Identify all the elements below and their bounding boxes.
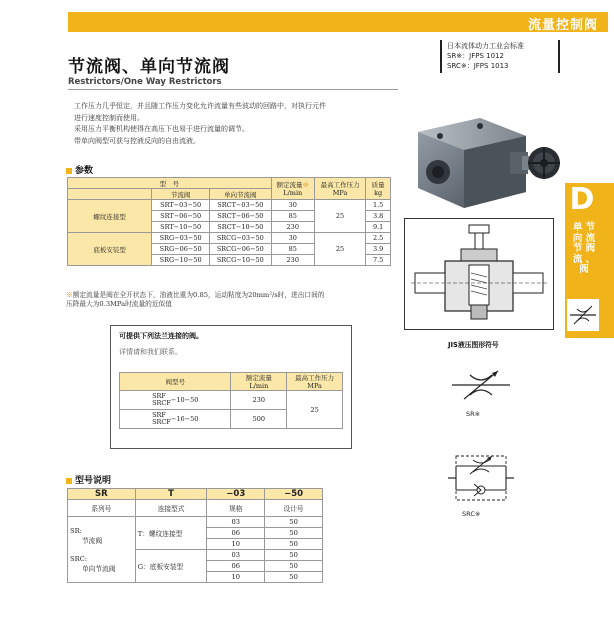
th-model: 型 号	[68, 178, 272, 189]
code-series: SR	[68, 489, 136, 500]
tab-symbol-box	[567, 299, 599, 331]
tab-char: 节	[585, 222, 596, 233]
model-srcf: SRCF	[152, 418, 171, 426]
cell-oneway: SRCG−10−50	[209, 255, 271, 266]
cross-section-frame	[404, 218, 554, 330]
th-flange-pressure-unit: MPa	[307, 382, 322, 390]
cell-flange-model	[120, 410, 231, 429]
category-title: 流量控制阀	[527, 18, 598, 33]
restrictor-symbol	[446, 365, 516, 405]
model-srcf: SRCF	[152, 399, 171, 407]
cell-flange-pressure: 25	[287, 391, 343, 429]
th-flange-pressure-text: 最高工作压力	[295, 374, 335, 382]
design-cell: 50	[265, 561, 323, 572]
note-line-2: 压降最大为0.3MPa时流量的近似值	[66, 300, 172, 308]
conn-threaded: T：螺纹连接型	[135, 517, 207, 550]
cell-mass: 3.8	[366, 211, 391, 222]
th-oneway: 单向节流阀	[209, 189, 271, 200]
cell-flow: 85	[271, 211, 314, 222]
model-code-heading-text: 型号说明	[75, 476, 112, 486]
table-row	[68, 517, 323, 528]
cell-oneway: SRCT−06−50	[209, 211, 271, 222]
th-mass-text: 质量	[371, 181, 385, 189]
th-flange-flow	[231, 373, 287, 391]
cell-throttle: SRG−03−50	[152, 233, 210, 244]
size-cell: 06	[207, 528, 265, 539]
tab-char: 流	[585, 232, 596, 244]
th-flange-pressure	[287, 373, 343, 391]
th-mass	[366, 178, 391, 200]
model-suffix: −10−50	[170, 396, 199, 404]
design-cell: 50	[265, 539, 323, 550]
cell-oneway: SRCT−10−50	[209, 222, 271, 233]
title-divider	[68, 89, 398, 90]
cell-mass: 7.5	[366, 255, 391, 266]
code-connection: T	[135, 489, 207, 500]
cell-oneway: SRCG−06−50	[209, 244, 271, 255]
th-mass-unit: kg	[374, 189, 383, 197]
description-line: 工作压力几乎恒定，并且随工作压力变化允许流量有些波动的回路中，对执行元件	[74, 102, 326, 110]
params-table	[67, 177, 391, 266]
flange-subtitle: 详情请和我们联系。	[119, 348, 182, 356]
code-size: −03	[207, 489, 265, 500]
series-cell	[68, 517, 136, 583]
cell-flow: 230	[271, 222, 314, 233]
table-row	[68, 233, 391, 244]
cell-pressure: 25	[314, 233, 365, 266]
cell-throttle: SRG−06−50	[152, 244, 210, 255]
cell-flange-flow: 230	[231, 391, 287, 410]
params-heading-text: 参数	[75, 166, 94, 176]
label-series: 系列号	[68, 500, 136, 517]
model-code-heading	[66, 473, 111, 486]
model-srf: SRF	[152, 392, 166, 400]
restrictor-mini-icon	[567, 299, 599, 331]
th-pressure	[314, 178, 365, 200]
size-cell: 03	[207, 550, 265, 561]
tab-char: 节	[572, 243, 583, 254]
tab-char: 流	[572, 253, 583, 265]
th-flange-flow-unit: L/min	[249, 382, 269, 390]
cell-flow: 230	[271, 255, 314, 266]
design-cell: 50	[265, 517, 323, 528]
th-flow-unit: L/min	[283, 189, 303, 197]
note-line-1: 额定流量是阀在全开状态下，油液比重为0.85，运动粘度为20mm²/s时，进出口间的	[72, 291, 325, 299]
group-subplate: 底板安装型	[68, 233, 152, 266]
cell-pressure: 25	[314, 200, 365, 233]
model-stack	[152, 412, 171, 426]
flange-box	[110, 325, 352, 449]
flange-table	[119, 372, 343, 429]
bullet-square	[66, 478, 72, 484]
section-tab-text	[569, 223, 599, 276]
tab-char: 阀	[585, 243, 596, 254]
bullet-square	[66, 168, 72, 174]
cell-throttle: SRT−03−50	[152, 200, 210, 211]
table-row	[120, 391, 343, 410]
jis-symbol-label: JIS液压图形符号	[448, 341, 499, 349]
cell-throttle: SRT−10−50	[152, 222, 210, 233]
flange-title: 可提供下列法兰连接的阀。	[119, 332, 203, 340]
design-cell: 50	[265, 550, 323, 561]
params-heading	[66, 163, 93, 176]
cell-oneway: SRCT−03−50	[209, 200, 271, 211]
th-flange-model: 阀型号	[120, 373, 231, 391]
group-threaded: 螺纹连接型	[68, 200, 152, 233]
size-cell: 06	[207, 561, 265, 572]
label-design: 设计号	[265, 500, 323, 517]
th-pressure-text: 最高工作压力	[320, 181, 360, 189]
oneway-restrictor-symbol	[446, 448, 516, 506]
category-banner	[68, 12, 608, 32]
standard-box	[440, 40, 560, 73]
label-connection: 连接型式	[135, 500, 207, 517]
tab-char: 单	[572, 222, 583, 233]
cell-mass: 2.5	[366, 233, 391, 244]
valve-photo	[408, 96, 564, 216]
th-flow-star: ※	[302, 181, 309, 189]
tab-char: 阀	[579, 264, 589, 275]
description-line: 采用压力平衡机构使得在高压下也易于进行流量的调节。	[74, 125, 249, 133]
description-line: 进行速度控制而使用。	[74, 113, 144, 122]
page-title: 节流阀、单向节流阀	[68, 57, 230, 77]
cell-mass: 3.9	[366, 244, 391, 255]
conn-subplate: G：底板安装型	[135, 550, 207, 583]
cell-throttle: SRG−10−50	[152, 255, 210, 266]
tab-char: 向	[572, 232, 583, 244]
series-sr-code: SR:	[70, 526, 82, 535]
cell-flow: 30	[271, 233, 314, 244]
th-pressure-unit: MPa	[332, 189, 348, 197]
size-cell: 03	[207, 517, 265, 528]
description	[74, 101, 404, 147]
series-src-name: 单向节流阀	[82, 564, 116, 573]
model-stack	[152, 393, 171, 407]
th-flange-flow-text: 额定流量	[245, 374, 272, 382]
series-src-code: SRC:	[70, 554, 87, 563]
standard-sr: SR※：JFPS 1012	[447, 52, 504, 60]
cell-mass: 9.1	[366, 222, 391, 233]
label-size: 规格	[207, 500, 265, 517]
section-tab	[565, 183, 614, 338]
th-throttle: 节流阀	[152, 189, 210, 200]
design-cell: 50	[265, 572, 323, 583]
standard-src: SRC※：JFPS 1013	[447, 62, 509, 70]
series-sr-name: 节流阀	[82, 536, 103, 545]
model-code-table	[67, 488, 323, 583]
section-letter: D	[569, 182, 595, 217]
page-subtitle-en: Restrictors/One Way Restrictors	[68, 77, 222, 87]
design-cell: 50	[265, 528, 323, 539]
description-line: 带单向阀型可获与控液反向的自由流液。	[74, 136, 200, 145]
cell-flange-model	[120, 391, 231, 410]
th-blank	[68, 189, 152, 200]
cell-flange-flow: 500	[231, 410, 287, 429]
model-suffix: −16−50	[170, 415, 199, 423]
cell-oneway: SRCG−03−50	[209, 233, 271, 244]
model-srf: SRF	[152, 411, 166, 419]
th-flow	[271, 178, 314, 200]
cross-section-drawing	[405, 219, 553, 329]
th-flow-text: 额定流量	[276, 181, 303, 189]
cell-flow: 85	[271, 244, 314, 255]
params-note	[66, 291, 396, 309]
tab-char: 、	[585, 253, 596, 265]
cell-mass: 1.5	[366, 200, 391, 211]
code-design: −50	[265, 489, 323, 500]
note-star: ※	[66, 291, 73, 299]
standard-org: 日本流体动力工业会标准	[447, 42, 524, 50]
size-cell: 10	[207, 572, 265, 583]
table-row	[68, 200, 391, 211]
size-cell: 10	[207, 539, 265, 550]
restrictor-symbol-label: SR※	[466, 410, 481, 418]
cell-throttle: SRT−06−50	[152, 211, 210, 222]
oneway-restrictor-symbol-label: SRC※	[462, 510, 481, 518]
cell-flow: 30	[271, 200, 314, 211]
